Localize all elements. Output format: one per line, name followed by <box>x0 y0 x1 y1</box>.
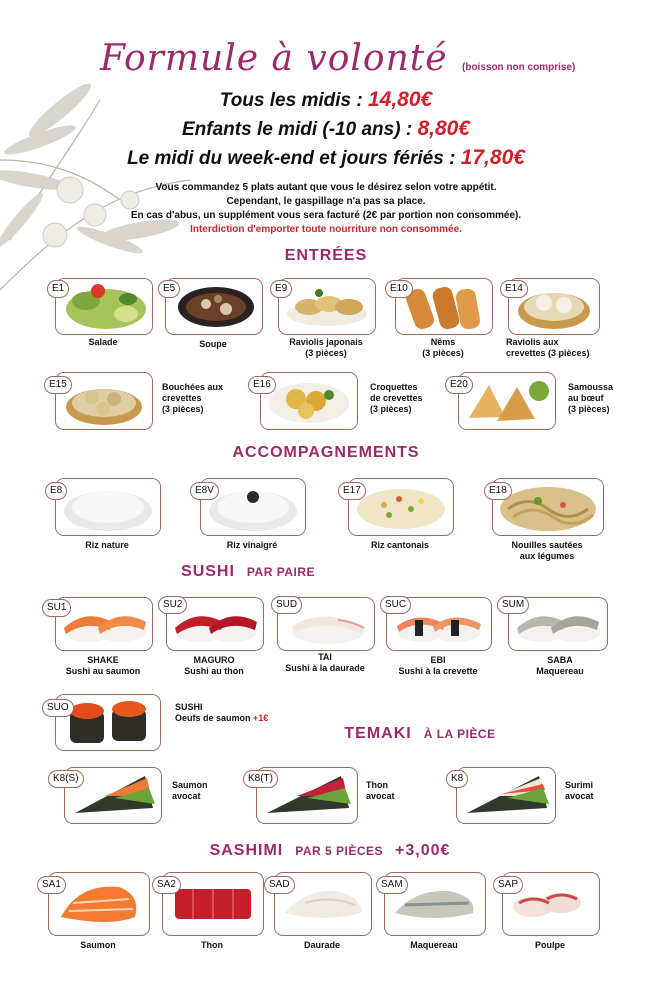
section-sushi <box>0 563 574 581</box>
section-title: ENTRÉES <box>284 247 368 264</box>
code-badge: E9 <box>270 280 292 298</box>
section-temaki <box>94 725 652 743</box>
code-badge: SA1 <box>37 876 66 894</box>
price-label: Enfants le midi (-10 ans) : <box>182 119 413 140</box>
code-badge: SAM <box>376 876 408 894</box>
code-badge: K8(T) <box>243 770 278 788</box>
info-line: Cependant, le gaspillage n'a pas sa place. <box>226 196 426 207</box>
item-label: Thon avocat <box>366 780 395 801</box>
warning-line: Interdiction d'emporter toute nourriture non consommée. <box>190 224 462 235</box>
item-label: Samoussa au bœuf (3 pièces) <box>568 382 614 414</box>
item-label: SUSHI Oeufs de saumon +1€ <box>175 702 269 723</box>
code-badge: SUC <box>380 596 411 614</box>
code-badge: E14 <box>500 280 528 298</box>
code-badge: SU2 <box>158 596 187 614</box>
code-badge: SAP <box>493 876 523 894</box>
item-label: Salade <box>88 337 118 347</box>
menu-title <box>100 38 620 79</box>
section-entrees <box>0 247 652 265</box>
samoussa-image <box>459 373 555 429</box>
item-label: Riz cantonais <box>370 540 429 550</box>
price-label: Le midi du week-end et jours fériés : <box>127 148 456 169</box>
gyoza-image <box>279 279 375 334</box>
item-label: Nouilles sautées aux légumes <box>511 540 583 561</box>
card-samoussa[interactable] <box>458 372 556 430</box>
code-badge: K8(S) <box>48 770 84 788</box>
price-line-enfants <box>0 117 652 141</box>
code-badge: SU1 <box>42 599 71 617</box>
code-badge: E15 <box>44 376 72 394</box>
code-badge: E18 <box>484 482 512 500</box>
card-salade[interactable] <box>55 278 153 335</box>
item-label: Poulpe <box>534 940 565 950</box>
item-label: Nêms (3 pièces) <box>422 337 464 358</box>
code-badge: E8V <box>190 482 219 500</box>
card-raviolis-japonais[interactable] <box>278 278 376 335</box>
item-label: Raviolis japonais (3 pièces) <box>289 337 363 358</box>
salad-image <box>56 279 152 334</box>
section-title: ACCOMPAGNEMENTS <box>232 444 420 461</box>
code-badge: SUO <box>42 699 74 717</box>
item-label: Surimi avocat <box>565 780 594 801</box>
code-badge: E16 <box>248 376 276 394</box>
item-label: TAI Sushi à la daurade <box>285 652 365 673</box>
section-accompagnements <box>0 444 652 462</box>
code-badge: SA2 <box>152 876 181 894</box>
section-title: TEMAKI <box>344 725 412 742</box>
code-badge: E10 <box>385 280 413 298</box>
code-badge: SAD <box>264 876 295 894</box>
item-label: Riz vinaigré <box>226 540 278 550</box>
price-amount: 14,80€ <box>367 88 433 111</box>
section-title: SASHIMI <box>209 842 284 859</box>
section-sub: À LA PIÈCE <box>423 727 496 741</box>
item-label: Bouchées aux crevettes (3 pièces) <box>162 382 224 414</box>
item-label: Maquereau <box>410 940 458 950</box>
item-label: EBI Sushi à la crevette <box>398 655 478 676</box>
temaki-surimi-image <box>457 768 555 823</box>
section-sub: PAR PAIRE <box>246 565 315 579</box>
code-badge: E5 <box>158 280 180 298</box>
item-label: MAGURO Sushi au thon <box>184 655 244 676</box>
code-badge: E20 <box>445 376 473 394</box>
item-label: Riz nature <box>85 540 129 550</box>
section-sashimi <box>4 842 652 860</box>
rice-image <box>56 479 160 535</box>
card-riz-nature[interactable] <box>55 478 161 536</box>
item-label: Saumon avocat <box>172 780 208 801</box>
section-title: SUSHI <box>181 563 235 580</box>
card-temaki-surimi[interactable] <box>456 767 556 824</box>
item-label: Croquettes de crevettes (3 pièces) <box>370 382 423 414</box>
item-label: SHAKE Sushi au saumon <box>65 655 141 676</box>
section-sub: PAR 5 PIÈCES <box>295 844 384 858</box>
info-line: Vous commandez 5 plats autant que vous le désirez selon votre appétit. <box>155 182 497 193</box>
price-amount: 8,80€ <box>417 117 470 140</box>
code-badge: SUD <box>271 596 302 614</box>
item-label: Saumon <box>80 940 116 950</box>
soup-image <box>166 279 262 334</box>
title-note: (boisson non comprise) <box>462 62 576 73</box>
price-line-weekend <box>0 146 652 170</box>
section-plus: +3,00€ <box>395 842 451 859</box>
price-label: Tous les midis : <box>219 90 363 111</box>
info-block <box>0 181 652 237</box>
item-label: SABA Maquereau <box>536 655 584 676</box>
item-label: Raviolis aux crevettes (3 pièces) <box>506 337 590 358</box>
title-text: Formule à volonté <box>100 38 448 79</box>
code-badge: E8 <box>45 482 67 500</box>
code-badge: SUM <box>497 596 529 614</box>
code-badge: E1 <box>47 280 69 298</box>
price-amount: 17,80€ <box>460 146 525 169</box>
item-label: Thon <box>201 940 223 950</box>
code-badge: E17 <box>338 482 366 500</box>
item-label: Soupe <box>199 339 227 349</box>
code-badge: K8 <box>446 770 468 788</box>
info-line: En cas d'abus, un supplément vous sera facturé (2€ par portion non consommée). <box>130 210 522 221</box>
item-label: Daurade <box>303 940 340 950</box>
price-line-midis <box>0 88 652 112</box>
